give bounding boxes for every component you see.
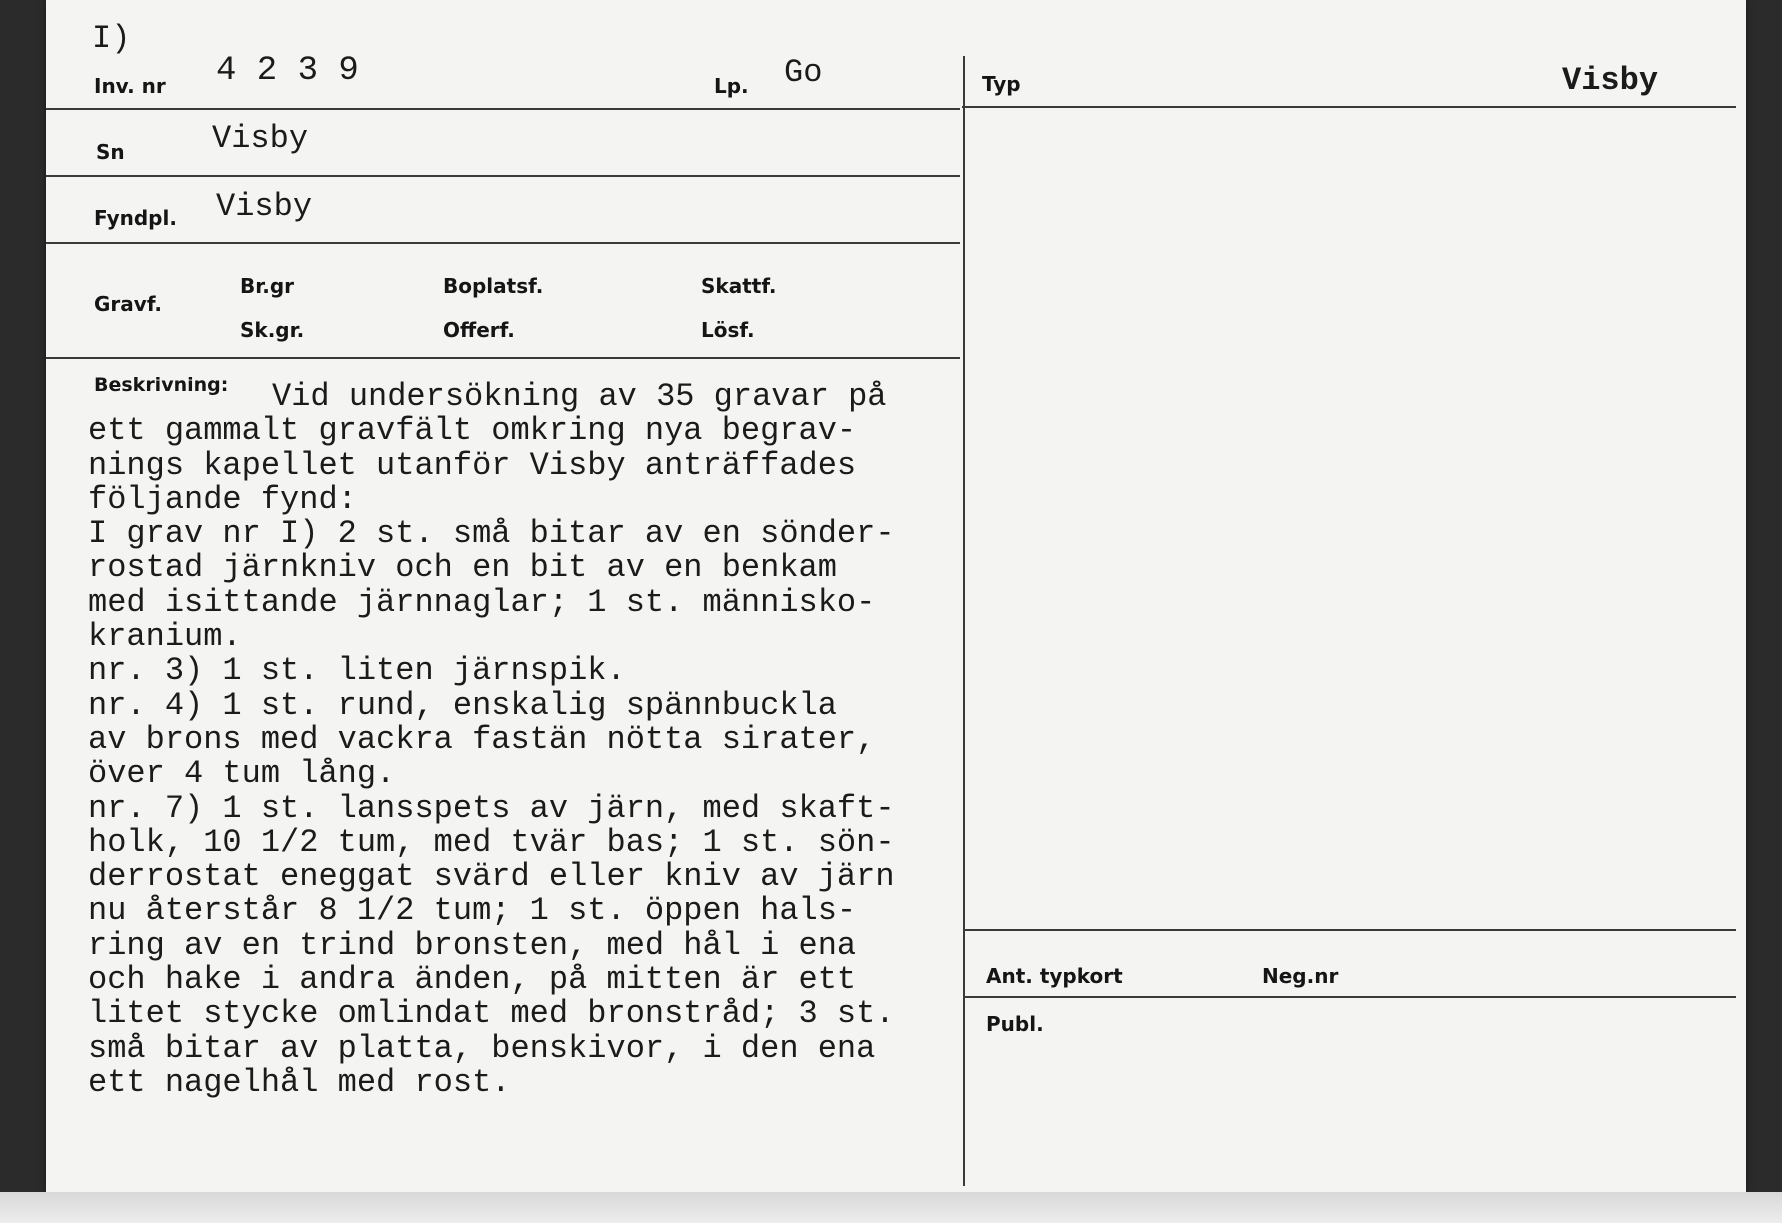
description-line: holk, 10 1/2 tum, med tvär bas; 1 st. sön- — [88, 823, 895, 861]
description-line: rostad järnkniv och en bit av en benkam — [88, 549, 837, 587]
description-line: nr. 7) 1 st. lansspets av järn, med skaft- — [88, 789, 895, 827]
description-line: nr. 4) 1 st. rund, enskalig spännbuckla — [88, 686, 837, 724]
description-line: med isittande järnnaglar; 1 st. människo- — [88, 583, 876, 621]
ant-typkort-label: Ant. typkort — [986, 964, 1123, 988]
description-line: derrostat eneggat svärd eller kniv av järn — [88, 858, 895, 896]
publ-label: Publ. — [986, 1012, 1044, 1036]
losf-label: Lösf. — [701, 318, 755, 342]
brgr-label: Br.gr — [240, 274, 295, 298]
rule-ant-bottom — [964, 996, 1736, 998]
boplatsf-label: Boplatsf. — [443, 274, 544, 298]
rule-gravf — [46, 357, 960, 359]
rule-inv — [46, 108, 960, 110]
sn-label: Sn — [96, 140, 125, 164]
inv-value: 4 2 3 9 — [216, 52, 359, 90]
sn-value: Visby — [212, 120, 309, 157]
description-line: Vid undersökning av 35 gravar på — [272, 378, 887, 415]
description-line: nr. 3) 1 st. liten järnspik. — [88, 652, 626, 690]
card-bottom-edge — [0, 1192, 1782, 1223]
lp-label: Lp. — [714, 74, 749, 98]
description-line: litet stycke omlindat med bronstråd; 3 st. — [88, 995, 895, 1033]
description-line: ett nagelhål med rost. — [88, 1063, 511, 1101]
rule-sn — [46, 175, 960, 177]
description-line: ett gammalt gravfält omkring nya begrav- — [88, 412, 857, 450]
description-line: över 4 tum lång. — [88, 755, 396, 793]
column-divider — [963, 56, 965, 1186]
rule-fyndpl — [46, 242, 960, 244]
rule-ant-top — [964, 929, 1736, 931]
description-line: ring av en trind bronsten, med hål i ena — [88, 926, 857, 964]
description-line: kranium. — [88, 618, 242, 656]
offerf-label: Offerf. — [443, 318, 515, 342]
description-line: och hake i andra änden, på mitten är ett — [88, 961, 857, 999]
fyndpl-label: Fyndpl. — [94, 206, 177, 230]
fyndpl-value: Visby — [216, 188, 313, 225]
rule-typ — [962, 106, 1736, 108]
description-line: följande fynd: — [88, 480, 357, 518]
description-text — [88, 380, 895, 1100]
description-line: små bitar av platta, benskivor, i den ena — [88, 1029, 876, 1067]
typ-value: Visby — [1562, 62, 1659, 99]
gravf-label: Gravf. — [94, 292, 163, 316]
card-prefix: I) — [92, 20, 131, 57]
description-line: I grav nr I) 2 st. små bitar av en sönder- — [88, 515, 895, 553]
skattf-label: Skattf. — [701, 274, 777, 298]
typ-label: Typ — [982, 72, 1021, 96]
lp-value: Go — [784, 54, 823, 91]
neg-nr-label: Neg.nr — [1262, 964, 1339, 988]
skgr-label: Sk.gr. — [240, 318, 305, 342]
description-line: nings kapellet utanför Visby anträffades — [88, 446, 857, 484]
description-line: nu återstår 8 1/2 tum; 1 st. öppen hals- — [88, 892, 857, 930]
inv-label: Inv. nr — [94, 74, 166, 98]
description-label: Beskrivning: — [94, 374, 229, 396]
description-line: av brons med vackra fastän nötta sirater, — [88, 720, 876, 758]
